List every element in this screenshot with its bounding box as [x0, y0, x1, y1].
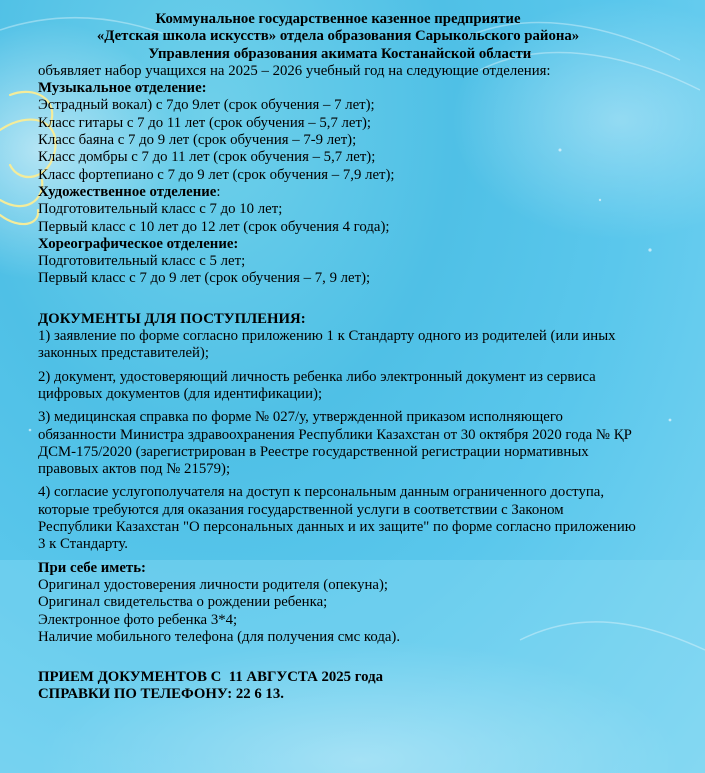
document-item: 2) документ, удостоверяющий личность ребенка либо электронный документ из сервиса цифровых документов (для идентификации);: [38, 368, 596, 402]
list-item: Первый класс с 10 лет до 12 лет (срок обучения 4 года);: [38, 218, 390, 235]
document-footer: [38, 669, 698, 704]
list-item: Первый класс с 7 до 9 лет (срок обучения – 7, 9 лет);: [38, 270, 371, 287]
art-section-heading: [38, 184, 698, 201]
announcement-document: [38, 11, 698, 704]
dance-section: [38, 236, 698, 288]
list-item: Оригинал свидетельства о рождении ребенка;: [38, 594, 328, 611]
phone-info-text: СПРАВКИ ПО ТЕЛЕФОНУ: 22 6 13.: [38, 686, 284, 703]
dance-section-title: Хореографическое отделение:: [38, 235, 239, 252]
list-item: Эстрадный вокал) с 7до 9лет (срок обучения – 7 лет);: [38, 97, 375, 114]
documents-section-title: ДОКУМЕНТЫ ДЛЯ ПОСТУПЛЕНИЯ:: [38, 310, 306, 327]
list-item: Оригинал удостоверения личности родителя (опекуна);: [38, 576, 389, 593]
art-section-colon: :: [216, 183, 221, 200]
list-item: Подготовительный класс с 7 до 10 лет;: [38, 201, 283, 218]
music-section: [38, 80, 698, 184]
music-section-title: Музыкальное отделение:: [38, 80, 207, 97]
list-item: Класс гитары с 7 до 11 лет (срок обучения – 5,7 лет);: [38, 114, 371, 131]
header-line-1: Коммунальное государственное казенное предприятие: [155, 11, 521, 27]
list-item: Класс домбры с 7 до 11 лет (срок обучения – 5,7 лет);: [38, 149, 376, 166]
document-item: 1) заявление по форме согласно приложению 1 к Стандарту одного из родителей (или иных законных представителей);: [38, 328, 616, 362]
art-section-title: Художественное отделение: [38, 183, 217, 200]
list-item: Электронное фото ребенка 3*4;: [38, 611, 238, 628]
documents-section: [38, 311, 638, 554]
document-item: 3) медицинская справка по форме № 027/у, утвержденной приказом исполняющего обязанности Министра здравоохранения Республики Казахстан от 30 октября 2020 года № ҚР ДСМ-175/2020 (зарегистрирован в Реестре государственной регистрации нормативных правовых актов под № 21579);: [38, 409, 632, 478]
list-item: Наличие мобильного телефона (для получения смс кода).: [38, 628, 401, 645]
list-item: Класс баяна с 7 до 9 лет (срок обучения – 7-9 лет);: [38, 132, 357, 149]
document-header: [38, 11, 638, 63]
document-item: 4) согласие услугополучателя на доступ к персональным данным ограниченного доступа, которые требуются для оказания государственной услуги в соответствии с Законом Республики Казахстан "О персональных данных и их защите" по форме согласно приложению 3 к Стандарту.: [38, 484, 636, 553]
admission-date-text: ПРИЕМ ДОКУМЕНТОВ С 11 АВГУСТА 2025 года: [38, 669, 383, 686]
header-line-3: Управления образования акимата Костанайской области: [144, 45, 532, 62]
list-item: Класс фортепиано с 7 до 9 лет (срок обучения – 7,9 лет);: [38, 166, 395, 183]
intro-text: объявляет набор учащихся на 2025 – 2026 учебный год на следующие отделения:: [38, 62, 551, 79]
bring-section: [38, 560, 698, 646]
bring-section-title: При себе иметь:: [38, 559, 146, 576]
art-section: [38, 184, 698, 236]
list-item: Подготовительный класс с 5 лет;: [38, 253, 246, 270]
header-line-2: «Детская школа искусств» отдела образования Сарыкольского района»: [96, 28, 580, 45]
